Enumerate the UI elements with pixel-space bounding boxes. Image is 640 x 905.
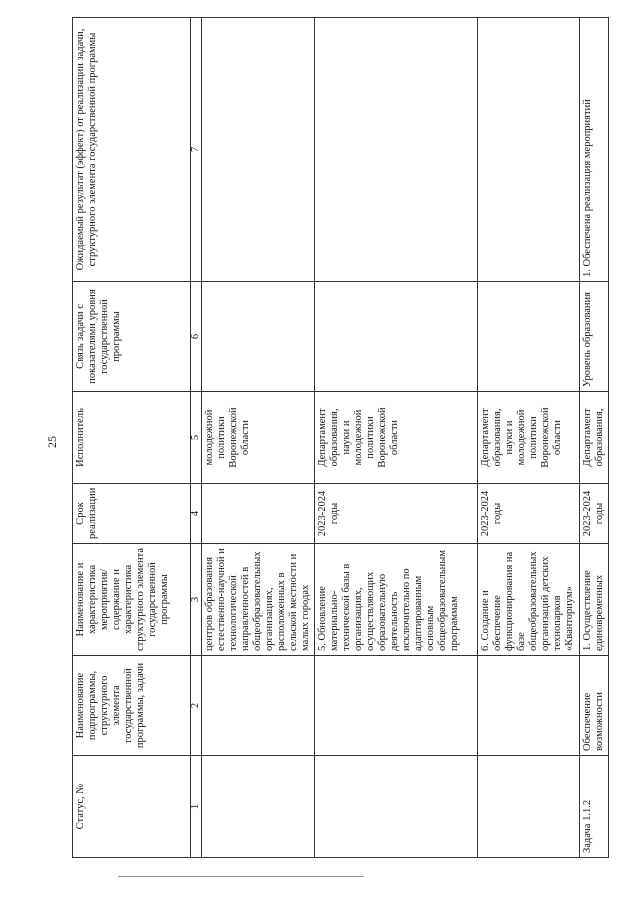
cell-period: 2023-2024 годы — [580, 484, 609, 544]
cell-link: Уровень образования — [580, 282, 609, 392]
rotated-page-content — [72, 18, 605, 858]
cell-period: 2023-2024 годы — [315, 484, 478, 544]
cell-period — [202, 484, 315, 544]
program-table — [72, 17, 609, 858]
cell-executor: молодежной политики Воронежской области — [202, 392, 315, 484]
header-subprogram: Наименование подпрограммы, структурного элемента государственной программы, задачи — [73, 656, 191, 756]
cell-status — [202, 756, 315, 858]
cell-name — [202, 656, 315, 756]
cell-status — [315, 756, 478, 858]
header-status: Статус, № — [73, 756, 191, 858]
cell-status: Задача 1.1.2 — [580, 756, 609, 858]
footer-separator — [118, 876, 364, 877]
cell-result — [478, 18, 580, 282]
cell-result: 1. Обеспечена реализация мероприятий — [580, 18, 609, 282]
cell-name: Обеспечение возможности — [580, 656, 609, 756]
table-row — [478, 18, 580, 858]
column-number: 5 — [191, 392, 202, 484]
cell-result — [202, 18, 315, 282]
column-number: 1 — [191, 756, 202, 858]
column-number: 7 — [191, 18, 202, 282]
table-header-row — [73, 18, 191, 858]
table-row — [580, 18, 609, 858]
header-period: Срок реализации — [73, 484, 191, 544]
cell-period: 2023-2024 годы — [478, 484, 580, 544]
cell-link — [478, 282, 580, 392]
cell-activity: 1. Осуществление единовременных — [580, 544, 609, 656]
header-activity: Наименование и характеристика мероприятия/содержание и характеристика структурного элемента государственной программы — [73, 544, 191, 656]
column-number: 6 — [191, 282, 202, 392]
column-number-row — [191, 18, 202, 858]
column-number: 4 — [191, 484, 202, 544]
cell-activity: центров образования естественно-научной и технологической направленностей в общеобразовательных организациях, расположенных в сельской местности и малых городах — [202, 544, 315, 656]
cell-executor: Департамент образования, науки и молодежной политики Воронежской области — [315, 392, 478, 484]
table-row — [315, 18, 478, 858]
cell-executor: Департамент образования, науки и молодежной политики Воронежской области — [478, 392, 580, 484]
cell-name — [315, 656, 478, 756]
header-result: Ожидаемый результат (эффект) от реализации задачи, структурного элемента государственной программы — [73, 18, 191, 282]
cell-activity: 5. Обновление материально-технической базы в организациях, осуществляющих образовательную деятельность исключительно по адаптированным основным общеобразовательным программам — [315, 544, 478, 656]
cell-status — [478, 756, 580, 858]
cell-link — [202, 282, 315, 392]
cell-activity: 6. Создание и обеспечение функционирования на базе общеобразовательных организаций детских технопарков «Кванториум» — [478, 544, 580, 656]
header-link: Связь задачи с показателями уровня государственной программы — [73, 282, 191, 392]
column-number: 3 — [191, 544, 202, 656]
column-number: 2 — [191, 656, 202, 756]
cell-executor: Департамент образования, — [580, 392, 609, 484]
cell-result — [315, 18, 478, 282]
table-row — [202, 18, 315, 858]
cell-name — [478, 656, 580, 756]
header-executor: Исполнитель — [73, 392, 191, 484]
cell-link — [315, 282, 478, 392]
page-number: 25 — [45, 436, 59, 448]
